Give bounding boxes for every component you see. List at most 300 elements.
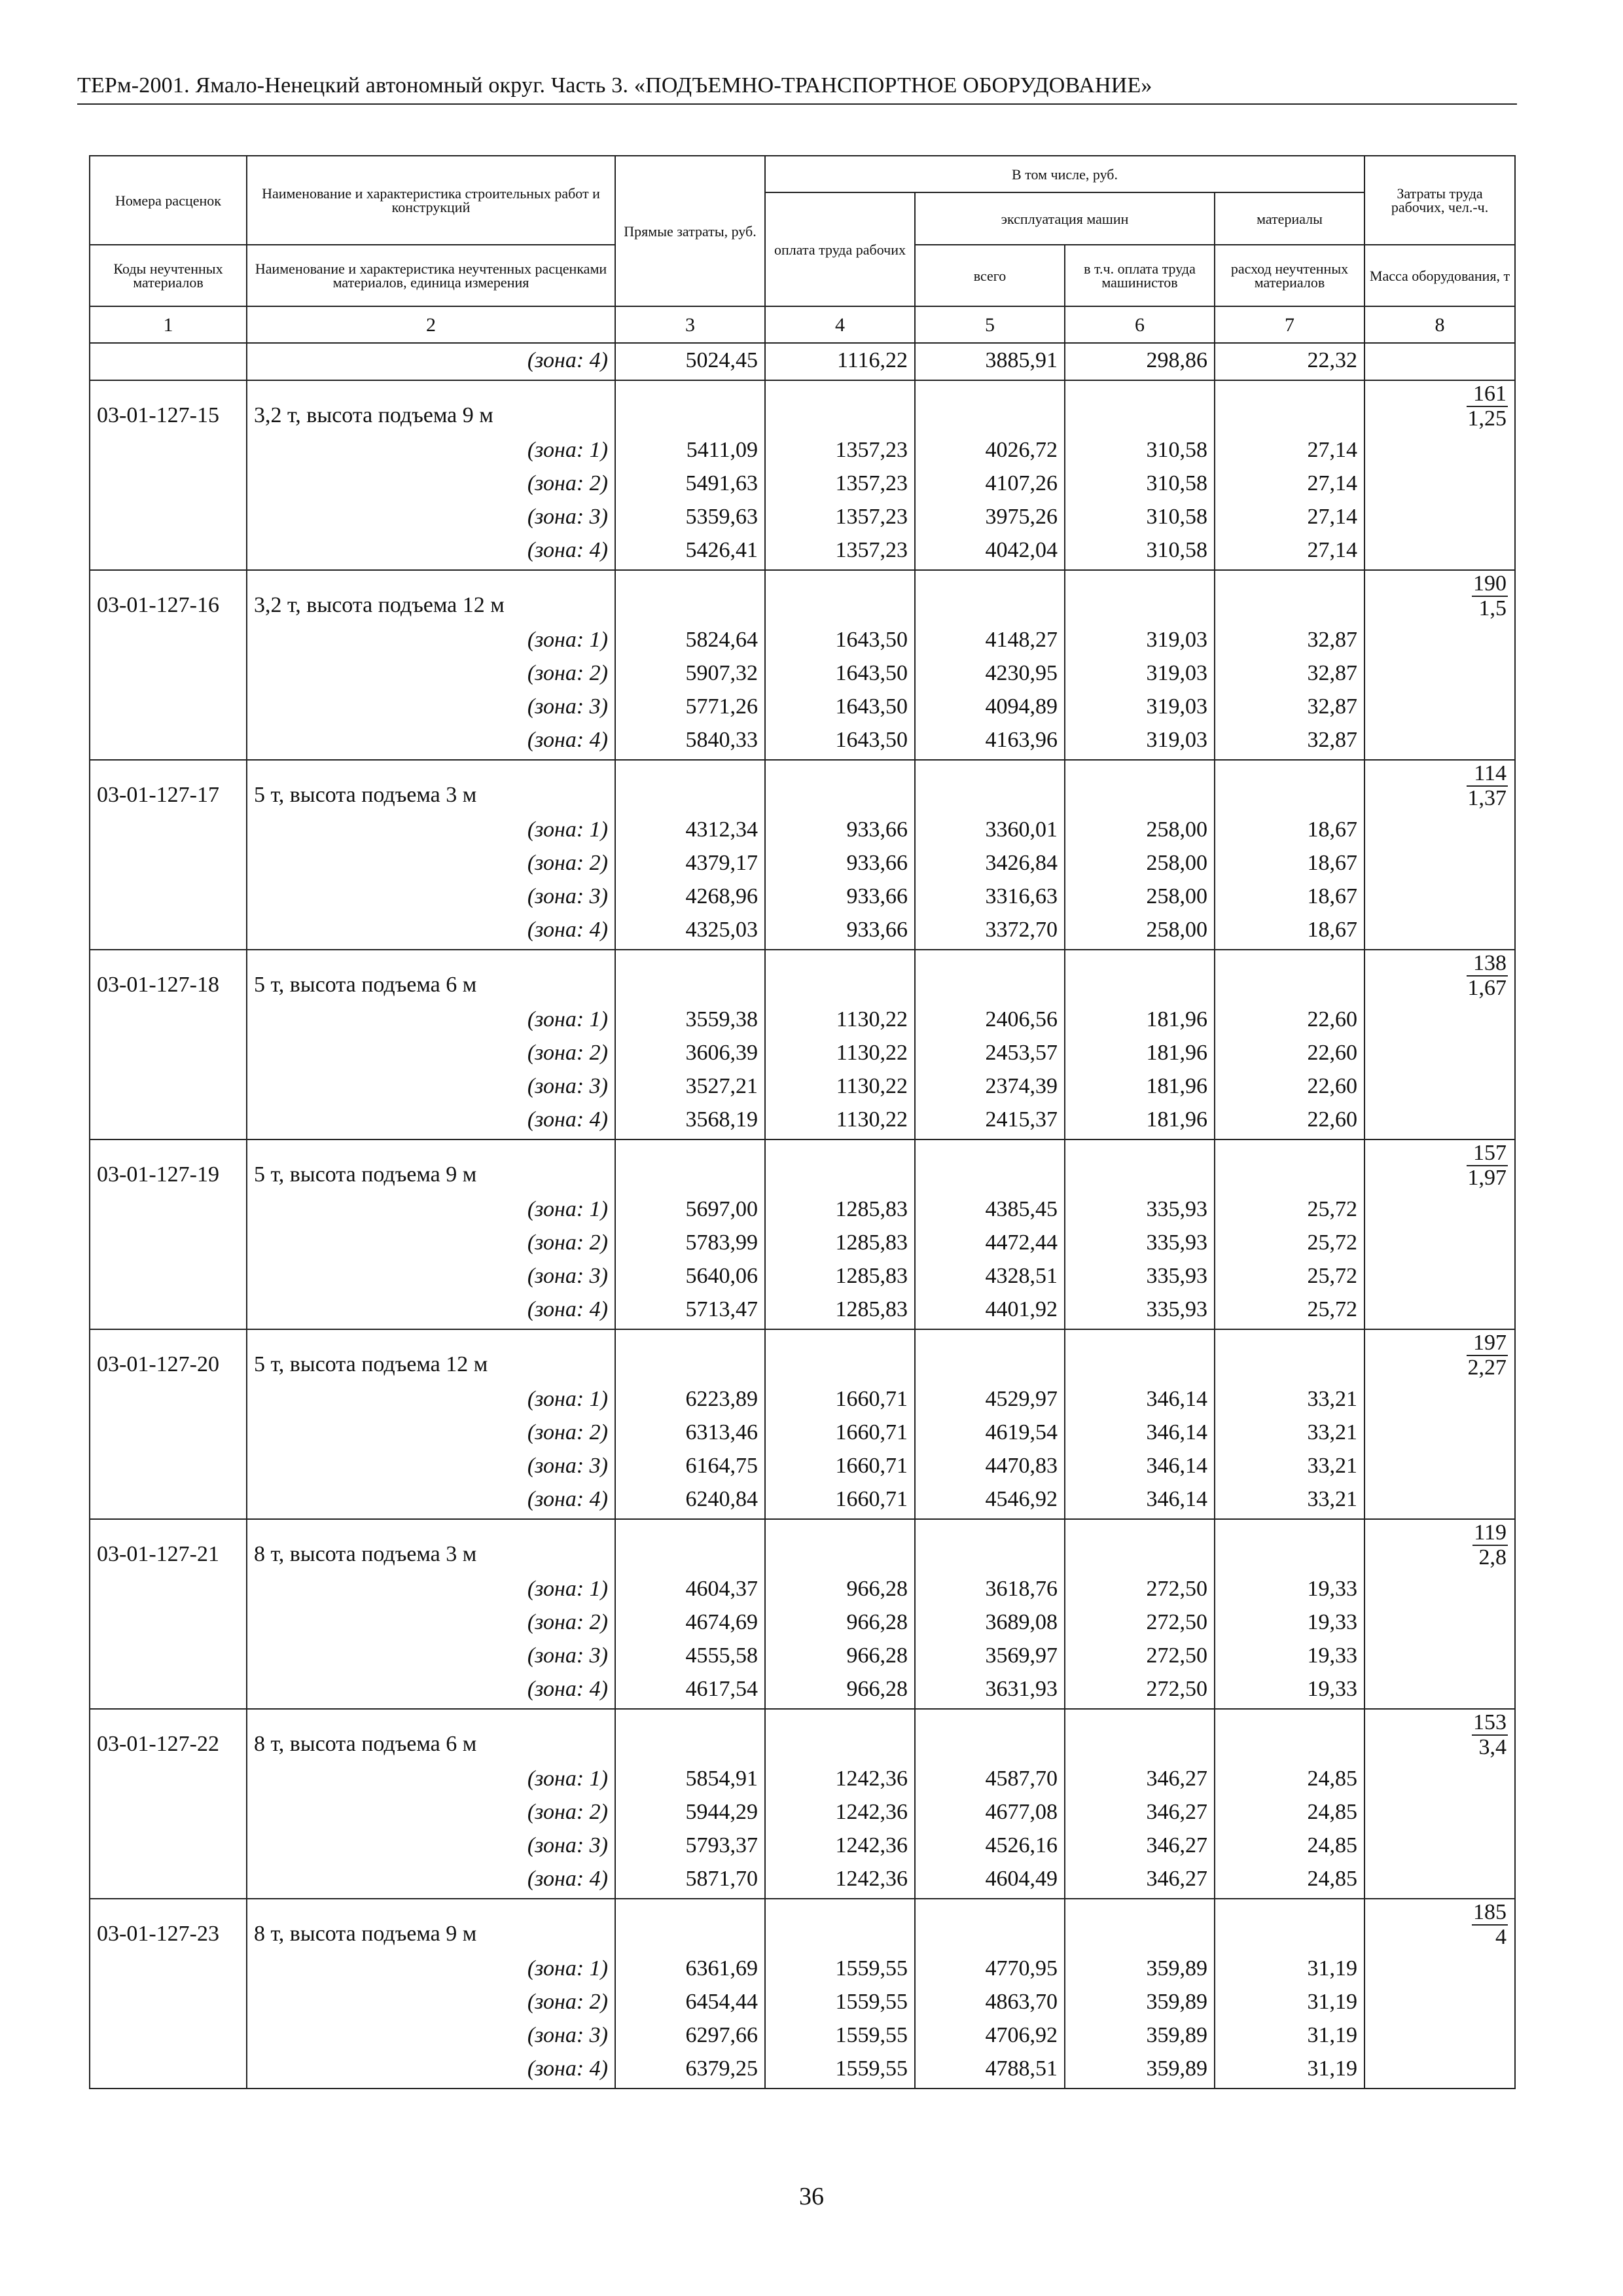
machines-operators-value: 258,00 bbox=[1065, 846, 1215, 880]
empty-cell bbox=[615, 1519, 765, 1572]
materials-value: 24,85 bbox=[1215, 1829, 1364, 1862]
materials-value: 31,19 bbox=[1215, 2052, 1364, 2089]
direct-costs-value: 5871,70 bbox=[615, 1862, 765, 1899]
machines-operators-value: 335,93 bbox=[1065, 1193, 1215, 1226]
empty-cell bbox=[1215, 950, 1364, 1003]
empty-cell bbox=[765, 1139, 915, 1193]
mass-cell bbox=[1364, 1226, 1515, 1259]
zone-label: (зона: 2) bbox=[247, 846, 615, 880]
zone-label: (зона: 4) bbox=[247, 723, 615, 760]
mass-cell bbox=[1364, 1036, 1515, 1069]
zone-row bbox=[90, 1862, 1515, 1899]
mass-cell bbox=[1364, 1069, 1515, 1103]
direct-costs-value: 6223,89 bbox=[615, 1382, 765, 1416]
machines-operators-value: 346,14 bbox=[1065, 1449, 1215, 1482]
rate-code-cell bbox=[90, 1103, 247, 1139]
empty-cell bbox=[1065, 1329, 1215, 1382]
zone-label: (зона: 3) bbox=[247, 1259, 615, 1293]
equipment-mass-value: 1,25 bbox=[1467, 406, 1507, 431]
direct-costs-value: 5944,29 bbox=[615, 1795, 765, 1829]
column-number: 6 bbox=[1065, 306, 1215, 343]
header-labor-cost: Затраты труда рабочих, чел.-ч. bbox=[1364, 156, 1515, 245]
labor-pay-value: 1130,22 bbox=[765, 1003, 915, 1036]
page-number: 36 bbox=[799, 2183, 824, 2210]
labor-mass-fraction bbox=[1467, 1331, 1508, 1380]
machines-total-value: 4706,92 bbox=[915, 2018, 1065, 2052]
zone-label: (зона: 4) bbox=[247, 1293, 615, 1329]
direct-costs-value: 5426,41 bbox=[615, 533, 765, 570]
zone-label: (зона: 1) bbox=[247, 433, 615, 467]
zone-label: (зона: 3) bbox=[247, 1069, 615, 1103]
labor-pay-value: 1242,36 bbox=[765, 1762, 915, 1795]
zone-row bbox=[90, 500, 1515, 533]
zone-label: (зона: 4) bbox=[247, 343, 615, 380]
direct-costs-value: 6240,84 bbox=[615, 1482, 765, 1519]
mass-cell bbox=[1364, 533, 1515, 570]
empty-cell bbox=[1215, 1899, 1364, 1952]
direct-costs-value: 3606,39 bbox=[615, 1036, 765, 1069]
zone-label: (зона: 2) bbox=[247, 1036, 615, 1069]
equipment-mass-value: 3,4 bbox=[1478, 1735, 1507, 1759]
direct-costs-value: 4379,17 bbox=[615, 846, 765, 880]
zone-row bbox=[90, 1193, 1515, 1226]
rate-code-cell bbox=[90, 433, 247, 467]
direct-costs-value: 5854,91 bbox=[615, 1762, 765, 1795]
labor-pay-value: 1660,71 bbox=[765, 1382, 915, 1416]
labor-pay-value: 1116,22 bbox=[765, 343, 915, 380]
equipment-mass-value: 1,67 bbox=[1467, 976, 1507, 1000]
materials-value: 31,19 bbox=[1215, 1952, 1364, 1985]
machines-total-value: 4385,45 bbox=[915, 1193, 1065, 1226]
mass-cell bbox=[1364, 2052, 1515, 2089]
materials-value: 33,21 bbox=[1215, 1382, 1364, 1416]
zone-row bbox=[90, 1762, 1515, 1795]
zone-row bbox=[90, 623, 1515, 656]
rate-code-cell bbox=[90, 1862, 247, 1899]
zone-label: (зона: 1) bbox=[247, 813, 615, 846]
zone-row bbox=[90, 533, 1515, 570]
labor-mass-fraction bbox=[1472, 1711, 1508, 1759]
column-number: 4 bbox=[765, 306, 915, 343]
rate-code-cell bbox=[90, 1449, 247, 1482]
direct-costs-value: 3568,19 bbox=[615, 1103, 765, 1139]
materials-value: 31,19 bbox=[1215, 2018, 1364, 2052]
machines-operators-value: 346,27 bbox=[1065, 1795, 1215, 1829]
column-number: 3 bbox=[615, 306, 765, 343]
empty-cell bbox=[1215, 570, 1364, 623]
labor-cost-value: 197 bbox=[1467, 1331, 1508, 1356]
header-equipment-mass: Масса оборудования, т bbox=[1364, 245, 1515, 306]
rate-code-cell bbox=[90, 2018, 247, 2052]
mass-cell bbox=[1364, 2018, 1515, 2052]
column-number: 2 bbox=[247, 306, 615, 343]
zone-row bbox=[90, 813, 1515, 846]
header-materials: материалы bbox=[1215, 192, 1364, 245]
zone-row bbox=[90, 1259, 1515, 1293]
labor-pay-value: 1643,50 bbox=[765, 656, 915, 690]
zone-label: (зона: 2) bbox=[247, 1416, 615, 1449]
materials-value: 33,21 bbox=[1215, 1449, 1364, 1482]
materials-value: 18,67 bbox=[1215, 880, 1364, 913]
rate-group-header-row bbox=[90, 380, 1515, 433]
machines-total-value: 4026,72 bbox=[915, 433, 1065, 467]
empty-cell bbox=[915, 1329, 1065, 1382]
mass-cell bbox=[1364, 846, 1515, 880]
labor-mass-fraction bbox=[1467, 1141, 1508, 1190]
header-machines-operators: в т.ч. оплата труда машинистов bbox=[1065, 245, 1215, 306]
empty-cell bbox=[765, 1899, 915, 1952]
rate-code-cell bbox=[90, 2052, 247, 2089]
zone-label: (зона: 4) bbox=[247, 1672, 615, 1709]
header-material-names: Наименование и характеристика неучтенных расценками материалов, единица измерения bbox=[247, 245, 615, 306]
direct-costs-value: 4674,69 bbox=[615, 1605, 765, 1639]
machines-total-value: 3426,84 bbox=[915, 846, 1065, 880]
rate-code-cell bbox=[90, 1795, 247, 1829]
labor-pay-value: 933,66 bbox=[765, 846, 915, 880]
rate-code-cell bbox=[90, 1639, 247, 1672]
machines-total-value: 3569,97 bbox=[915, 1639, 1065, 1672]
labor-pay-value: 1242,36 bbox=[765, 1862, 915, 1899]
labor-pay-value: 966,28 bbox=[765, 1672, 915, 1709]
mass-cell bbox=[1364, 1952, 1515, 1985]
empty-cell bbox=[615, 1709, 765, 1762]
zone-row bbox=[90, 433, 1515, 467]
empty-cell bbox=[1065, 1899, 1215, 1952]
zone-row bbox=[90, 1103, 1515, 1139]
machines-total-value: 4328,51 bbox=[915, 1259, 1065, 1293]
rate-code-cell bbox=[90, 1605, 247, 1639]
labor-pay-value: 1357,23 bbox=[765, 500, 915, 533]
materials-value: 25,72 bbox=[1215, 1293, 1364, 1329]
materials-value: 19,33 bbox=[1215, 1605, 1364, 1639]
work-description: 5 т, высота подъема 6 м bbox=[247, 950, 615, 1003]
machines-total-value: 2406,56 bbox=[915, 1003, 1065, 1036]
mass-cell bbox=[1364, 1672, 1515, 1709]
zone-label: (зона: 3) bbox=[247, 1449, 615, 1482]
empty-cell bbox=[765, 760, 915, 813]
equipment-mass-value: 2,8 bbox=[1478, 1545, 1507, 1570]
labor-cost-value: 190 bbox=[1473, 571, 1507, 596]
materials-value: 31,19 bbox=[1215, 1985, 1364, 2018]
work-description: 5 т, высота подъема 12 м bbox=[247, 1329, 615, 1382]
header-labor-pay: оплата труда рабочих bbox=[765, 192, 915, 306]
mass-cell bbox=[1364, 1193, 1515, 1226]
mass-cell bbox=[1364, 880, 1515, 913]
mass-cell bbox=[1364, 1449, 1515, 1482]
zone-row bbox=[90, 1952, 1515, 1985]
direct-costs-value: 6454,44 bbox=[615, 1985, 765, 2018]
machines-operators-value: 181,96 bbox=[1065, 1003, 1215, 1036]
direct-costs-value: 6361,69 bbox=[615, 1952, 765, 1985]
labor-pay-value: 1130,22 bbox=[765, 1069, 915, 1103]
direct-costs-value: 5783,99 bbox=[615, 1226, 765, 1259]
zone-row bbox=[90, 1293, 1515, 1329]
rate-group-header-row bbox=[90, 1329, 1515, 1382]
direct-costs-value: 5411,09 bbox=[615, 433, 765, 467]
empty-cell bbox=[1215, 1329, 1364, 1382]
mass-cell bbox=[1364, 500, 1515, 533]
zone-label: (зона: 4) bbox=[247, 1103, 615, 1139]
rate-code-cell bbox=[90, 1829, 247, 1862]
direct-costs-value: 5840,33 bbox=[615, 723, 765, 760]
labor-mass-fraction bbox=[1467, 762, 1508, 810]
rates-table bbox=[89, 155, 1516, 2089]
machines-operators-value: 258,00 bbox=[1065, 880, 1215, 913]
direct-costs-value: 5359,63 bbox=[615, 500, 765, 533]
machines-total-value: 3316,63 bbox=[915, 880, 1065, 913]
direct-costs-value: 5640,06 bbox=[615, 1259, 765, 1293]
work-description: 3,2 т, высота подъема 12 м bbox=[247, 570, 615, 623]
machines-operators-value: 272,50 bbox=[1065, 1572, 1215, 1605]
carryover-row bbox=[90, 343, 1515, 380]
labor-pay-value: 1285,83 bbox=[765, 1226, 915, 1259]
empty-cell bbox=[765, 1709, 915, 1762]
machines-operators-value: 310,58 bbox=[1065, 500, 1215, 533]
equipment-mass-value: 2,27 bbox=[1467, 1355, 1507, 1380]
machines-operators-value: 335,93 bbox=[1065, 1293, 1215, 1329]
rate-code: 03-01-127-22 bbox=[90, 1709, 247, 1762]
mass-cell bbox=[1364, 656, 1515, 690]
labor-pay-value: 1285,83 bbox=[765, 1259, 915, 1293]
zone-row bbox=[90, 467, 1515, 500]
materials-value: 24,85 bbox=[1215, 1762, 1364, 1795]
labor-cost-value: 114 bbox=[1467, 762, 1508, 787]
zone-row bbox=[90, 1985, 1515, 2018]
empty-cell bbox=[1065, 1709, 1215, 1762]
rate-code-cell bbox=[90, 913, 247, 950]
empty-cell bbox=[915, 570, 1065, 623]
rate-code-cell bbox=[90, 1003, 247, 1036]
zone-label: (зона: 3) bbox=[247, 690, 615, 723]
machines-operators-value: 346,14 bbox=[1065, 1382, 1215, 1416]
machines-total-value: 4148,27 bbox=[915, 623, 1065, 656]
machines-total-value: 4587,70 bbox=[915, 1762, 1065, 1795]
rate-code-cell bbox=[90, 533, 247, 570]
labor-pay-value: 933,66 bbox=[765, 813, 915, 846]
labor-pay-value: 1643,50 bbox=[765, 690, 915, 723]
rate-code-cell bbox=[90, 1382, 247, 1416]
machines-total-value: 4529,97 bbox=[915, 1382, 1065, 1416]
empty-cell bbox=[915, 950, 1065, 1003]
labor-mass-fraction bbox=[1467, 952, 1508, 1000]
labor-pay-value: 1660,71 bbox=[765, 1482, 915, 1519]
rate-code-cell bbox=[90, 813, 247, 846]
zone-label: (зона: 2) bbox=[247, 1605, 615, 1639]
empty-cell bbox=[615, 1899, 765, 1952]
mass-cell bbox=[1364, 1605, 1515, 1639]
machines-operators-value: 346,27 bbox=[1065, 1862, 1215, 1899]
materials-value: 27,14 bbox=[1215, 467, 1364, 500]
machines-total-value: 4094,89 bbox=[915, 690, 1065, 723]
rate-code-cell bbox=[90, 467, 247, 500]
labor-pay-value: 1357,23 bbox=[765, 433, 915, 467]
direct-costs-value: 4268,96 bbox=[615, 880, 765, 913]
machines-total-value: 4163,96 bbox=[915, 723, 1065, 760]
work-description: 8 т, высота подъема 6 м bbox=[247, 1709, 615, 1762]
materials-value: 27,14 bbox=[1215, 533, 1364, 570]
direct-costs-value: 3559,38 bbox=[615, 1003, 765, 1036]
empty-cell bbox=[1065, 380, 1215, 433]
direct-costs-value: 5793,37 bbox=[615, 1829, 765, 1862]
zone-row bbox=[90, 1482, 1515, 1519]
header-rate-code: Номера расценок bbox=[90, 156, 247, 245]
empty-cell bbox=[915, 1139, 1065, 1193]
rate-code-cell bbox=[90, 1572, 247, 1605]
labor-pay-value: 1643,50 bbox=[765, 723, 915, 760]
direct-costs-value: 4604,37 bbox=[615, 1572, 765, 1605]
zone-row bbox=[90, 1416, 1515, 1449]
rate-code-cell bbox=[90, 343, 247, 380]
labor-pay-value: 1559,55 bbox=[765, 2018, 915, 2052]
mass-cell bbox=[1364, 1293, 1515, 1329]
zone-label: (зона: 4) bbox=[247, 2052, 615, 2089]
materials-value: 22,60 bbox=[1215, 1069, 1364, 1103]
zone-label: (зона: 1) bbox=[247, 1572, 615, 1605]
empty-cell bbox=[915, 1899, 1065, 1952]
labor-mass-fraction bbox=[1467, 382, 1508, 431]
mass-cell bbox=[1364, 1103, 1515, 1139]
labor-mass-cell bbox=[1364, 1899, 1515, 1952]
machines-operators-value: 310,58 bbox=[1065, 433, 1215, 467]
mass-cell bbox=[1364, 1003, 1515, 1036]
rate-code-cell bbox=[90, 656, 247, 690]
mass-cell bbox=[1364, 467, 1515, 500]
zone-row bbox=[90, 723, 1515, 760]
labor-cost-value: 138 bbox=[1467, 952, 1508, 977]
zone-label: (зона: 2) bbox=[247, 1795, 615, 1829]
direct-costs-value: 5824,64 bbox=[615, 623, 765, 656]
labor-pay-value: 1242,36 bbox=[765, 1795, 915, 1829]
materials-value: 32,87 bbox=[1215, 723, 1364, 760]
empty-cell bbox=[615, 1329, 765, 1382]
rate-code-cell bbox=[90, 1952, 247, 1985]
zone-label: (зона: 3) bbox=[247, 1829, 615, 1862]
zone-label: (зона: 1) bbox=[247, 1003, 615, 1036]
work-description: 8 т, высота подъема 9 м bbox=[247, 1899, 615, 1952]
zone-row bbox=[90, 1639, 1515, 1672]
machines-operators-value: 319,03 bbox=[1065, 690, 1215, 723]
machines-total-value: 4230,95 bbox=[915, 656, 1065, 690]
zone-label: (зона: 2) bbox=[247, 467, 615, 500]
column-number: 7 bbox=[1215, 306, 1364, 343]
zone-row bbox=[90, 1672, 1515, 1709]
header-materials-unaccounted: расход неучтенных материалов bbox=[1215, 245, 1364, 306]
zone-row bbox=[90, 1829, 1515, 1862]
machines-total-value: 3360,01 bbox=[915, 813, 1065, 846]
machines-total-value: 4770,95 bbox=[915, 1952, 1065, 1985]
machines-operators-value: 346,14 bbox=[1065, 1482, 1215, 1519]
rate-group-header-row bbox=[90, 950, 1515, 1003]
machines-total-value: 4472,44 bbox=[915, 1226, 1065, 1259]
rate-code: 03-01-127-16 bbox=[90, 570, 247, 623]
empty-cell bbox=[615, 570, 765, 623]
zone-row bbox=[90, 1226, 1515, 1259]
labor-cost-value: 119 bbox=[1474, 1520, 1507, 1545]
labor-pay-value: 1357,23 bbox=[765, 467, 915, 500]
rate-code: 03-01-127-21 bbox=[90, 1519, 247, 1572]
empty-cell bbox=[1215, 380, 1364, 433]
empty-cell bbox=[765, 950, 915, 1003]
machines-operators-value: 272,50 bbox=[1065, 1639, 1215, 1672]
equipment-mass-value: 1,97 bbox=[1467, 1166, 1507, 1190]
machines-total-value: 2374,39 bbox=[915, 1069, 1065, 1103]
rate-code-cell bbox=[90, 1069, 247, 1103]
zone-row bbox=[90, 1572, 1515, 1605]
materials-value: 19,33 bbox=[1215, 1672, 1364, 1709]
machines-total-value: 4863,70 bbox=[915, 1985, 1065, 2018]
machines-operators-value: 359,89 bbox=[1065, 2018, 1215, 2052]
materials-value: 32,87 bbox=[1215, 656, 1364, 690]
materials-value: 32,87 bbox=[1215, 623, 1364, 656]
zone-label: (зона: 1) bbox=[247, 1762, 615, 1795]
machines-total-value: 3975,26 bbox=[915, 500, 1065, 533]
header-including: В том числе, руб. bbox=[765, 156, 1364, 192]
machines-operators-value: 335,93 bbox=[1065, 1226, 1215, 1259]
rate-group-header-row bbox=[90, 1899, 1515, 1952]
machines-operators-value: 181,96 bbox=[1065, 1036, 1215, 1069]
zone-label: (зона: 4) bbox=[247, 533, 615, 570]
labor-mass-cell bbox=[1364, 760, 1515, 813]
machines-operators-value: 319,03 bbox=[1065, 656, 1215, 690]
zone-label: (зона: 4) bbox=[247, 913, 615, 950]
machines-operators-value: 319,03 bbox=[1065, 723, 1215, 760]
direct-costs-value: 4325,03 bbox=[615, 913, 765, 950]
labor-cost-value: 185 bbox=[1473, 1900, 1507, 1924]
zone-row bbox=[90, 1382, 1515, 1416]
mass-cell bbox=[1364, 690, 1515, 723]
rate-group-header-row bbox=[90, 760, 1515, 813]
rate-code-cell bbox=[90, 1193, 247, 1226]
empty-cell bbox=[1065, 1139, 1215, 1193]
empty-cell bbox=[615, 1139, 765, 1193]
work-description: 5 т, высота подъема 9 м bbox=[247, 1139, 615, 1193]
rate-code-cell bbox=[90, 1482, 247, 1519]
rate-code-cell bbox=[90, 1226, 247, 1259]
empty-cell bbox=[1065, 760, 1215, 813]
zone-row bbox=[90, 1605, 1515, 1639]
direct-costs-value: 5713,47 bbox=[615, 1293, 765, 1329]
empty-cell bbox=[915, 760, 1065, 813]
labor-pay-value: 1242,36 bbox=[765, 1829, 915, 1862]
zone-row bbox=[90, 880, 1515, 913]
materials-value: 27,14 bbox=[1215, 433, 1364, 467]
machines-operators-value: 335,93 bbox=[1065, 1259, 1215, 1293]
direct-costs-value: 5907,32 bbox=[615, 656, 765, 690]
work-description: 5 т, высота подъема 3 м bbox=[247, 760, 615, 813]
empty-cell bbox=[1215, 1709, 1364, 1762]
machines-total-value: 4546,92 bbox=[915, 1482, 1065, 1519]
empty-cell bbox=[615, 380, 765, 433]
zone-label: (зона: 1) bbox=[247, 1382, 615, 1416]
zone-label: (зона: 1) bbox=[247, 1952, 615, 1985]
rate-code-cell bbox=[90, 623, 247, 656]
empty-cell bbox=[615, 950, 765, 1003]
machines-total-value: 3885,91 bbox=[915, 343, 1065, 380]
rate-code-cell bbox=[90, 1762, 247, 1795]
empty-cell bbox=[615, 760, 765, 813]
labor-pay-value: 1559,55 bbox=[765, 1985, 915, 2018]
labor-pay-value: 1357,23 bbox=[765, 533, 915, 570]
mass-cell bbox=[1364, 1572, 1515, 1605]
rate-code-cell bbox=[90, 1259, 247, 1293]
labor-pay-value: 966,28 bbox=[765, 1572, 915, 1605]
materials-value: 25,72 bbox=[1215, 1259, 1364, 1293]
empty-cell bbox=[765, 380, 915, 433]
labor-pay-value: 1660,71 bbox=[765, 1449, 915, 1482]
empty-cell bbox=[1065, 950, 1215, 1003]
labor-mass-cell bbox=[1364, 950, 1515, 1003]
direct-costs-value: 6379,25 bbox=[615, 2052, 765, 2089]
